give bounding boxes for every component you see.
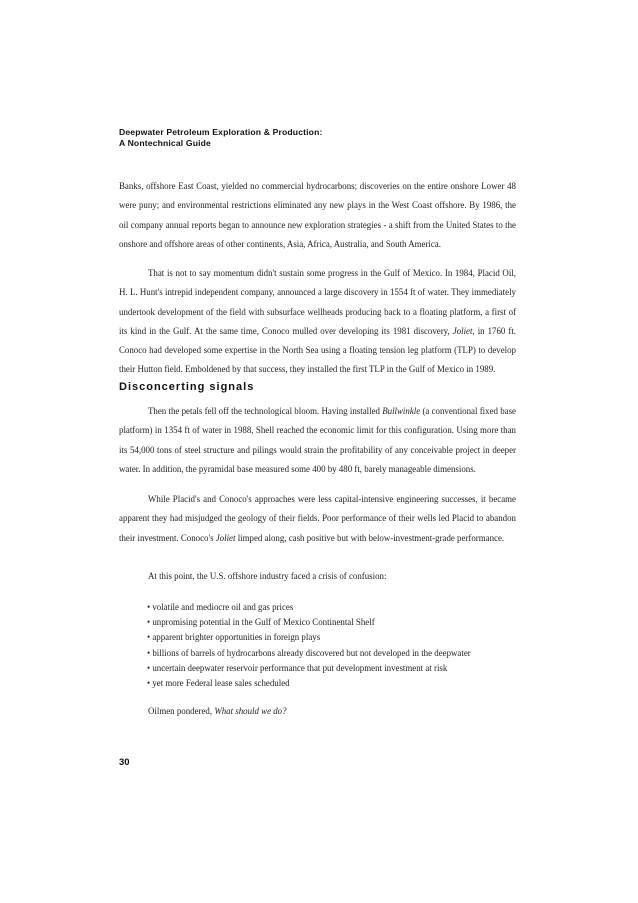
list-item: • apparent brighter opportunities in foreign plays	[147, 632, 321, 643]
paragraph-2-text-b: , in 1760 ft. Conoco had developed some expertise in the North Sea using a floating tension leg platform (TLP) to develop their Hutton field. Emboldened by that success, they installed the first TLP in the Gulf of Mexico in 1989.	[119, 325, 517, 375]
list-item: • volatile and mediocre oil and gas prices	[147, 602, 294, 612]
header-title-line2: A Nontechnical Guide	[119, 138, 211, 148]
paragraph-4	[119, 490, 516, 548]
paragraph-6-italic: What should we do?	[214, 706, 287, 716]
paragraph-3-text-b: (a conventional fixed base platform) in 1354 ft of water in 1988, Shell reached the economic limit for this configuration. Using more than its 54,000 tons of steel structure and pilings would strain the profitability of any conceivable project in deeper water. In addition, the pyramidal base measured some 400 by 480 ft, barely manageable dimensions.	[119, 406, 516, 474]
paragraph-2-italic: Joliet	[452, 325, 473, 336]
page-number: 30	[119, 757, 130, 768]
paragraph-4-text-b: limped along, cash positive but with below-investment-grade performance.	[235, 532, 505, 543]
paragraph-6-text: Oilmen pondered,	[148, 706, 215, 716]
paragraph-4-text-a: While Placid's and Conoco's approaches were less capital-intensive engineering successes, it became apparent they had misjudged the geology of their fields. Poor performance of their wells led Placid to abandon their investment. Conoco's	[119, 494, 516, 543]
list-item: • billions of barrels of hydrocarbons already discovered but not developed in the deepwater	[147, 647, 471, 658]
paragraph-3-text-a: Then the petals fell off the technological bloom. Having installed	[148, 406, 383, 416]
list-item: • uncertain deepwater reservoir performance that put development investment at risk	[147, 662, 448, 673]
paragraph-3	[119, 402, 516, 479]
paragraph-2-text-a: That is not to say momentum didn't sustain some progress in the Gulf of Mexico. In 1984, Placid Oil, H. L. Hunt's intrepid independent company, announced a large discovery in 1554 ft of water. They immediately undertook development of the field with subsurface wellheads producing back to a floating platform, a first of its kind in the Gulf. At the same time, Conoco mulled over developing its 1981 discovery,	[119, 268, 516, 336]
section-heading: Disconcerting signals	[119, 381, 255, 393]
list-item: • unpromising potential in the Gulf of Mexico Continental Shelf	[147, 617, 375, 628]
header-title-line1: Deepwater Petroleum Exploration & Production:	[119, 127, 323, 137]
paragraph-1: Banks, offshore East Coast, yielded no commercial hydrocarbons; discoveries on the entire onshore Lower 48 were puny; and environmental restrictions eliminated any new plays in the West Coast offshore. By 1986, the oil company annual reports began to announce new exploration strategies - a shift from the United States to the onshore and offshore areas of other continents, Asia, Africa, Australia, and South America.	[119, 181, 516, 249]
running-header	[119, 127, 519, 149]
paragraph-4-italic: Joliet	[215, 532, 236, 543]
paragraph-3-italic: Bullwinkle	[382, 406, 421, 416]
paragraph-6	[148, 706, 287, 716]
list-item: • yet more Federal lease sales scheduled	[147, 678, 290, 689]
paragraph-2	[119, 264, 516, 380]
paragraph-5: At this point, the U.S. offshore industry faced a crisis of confusion:	[148, 571, 387, 581]
bullet-list	[147, 600, 527, 691]
